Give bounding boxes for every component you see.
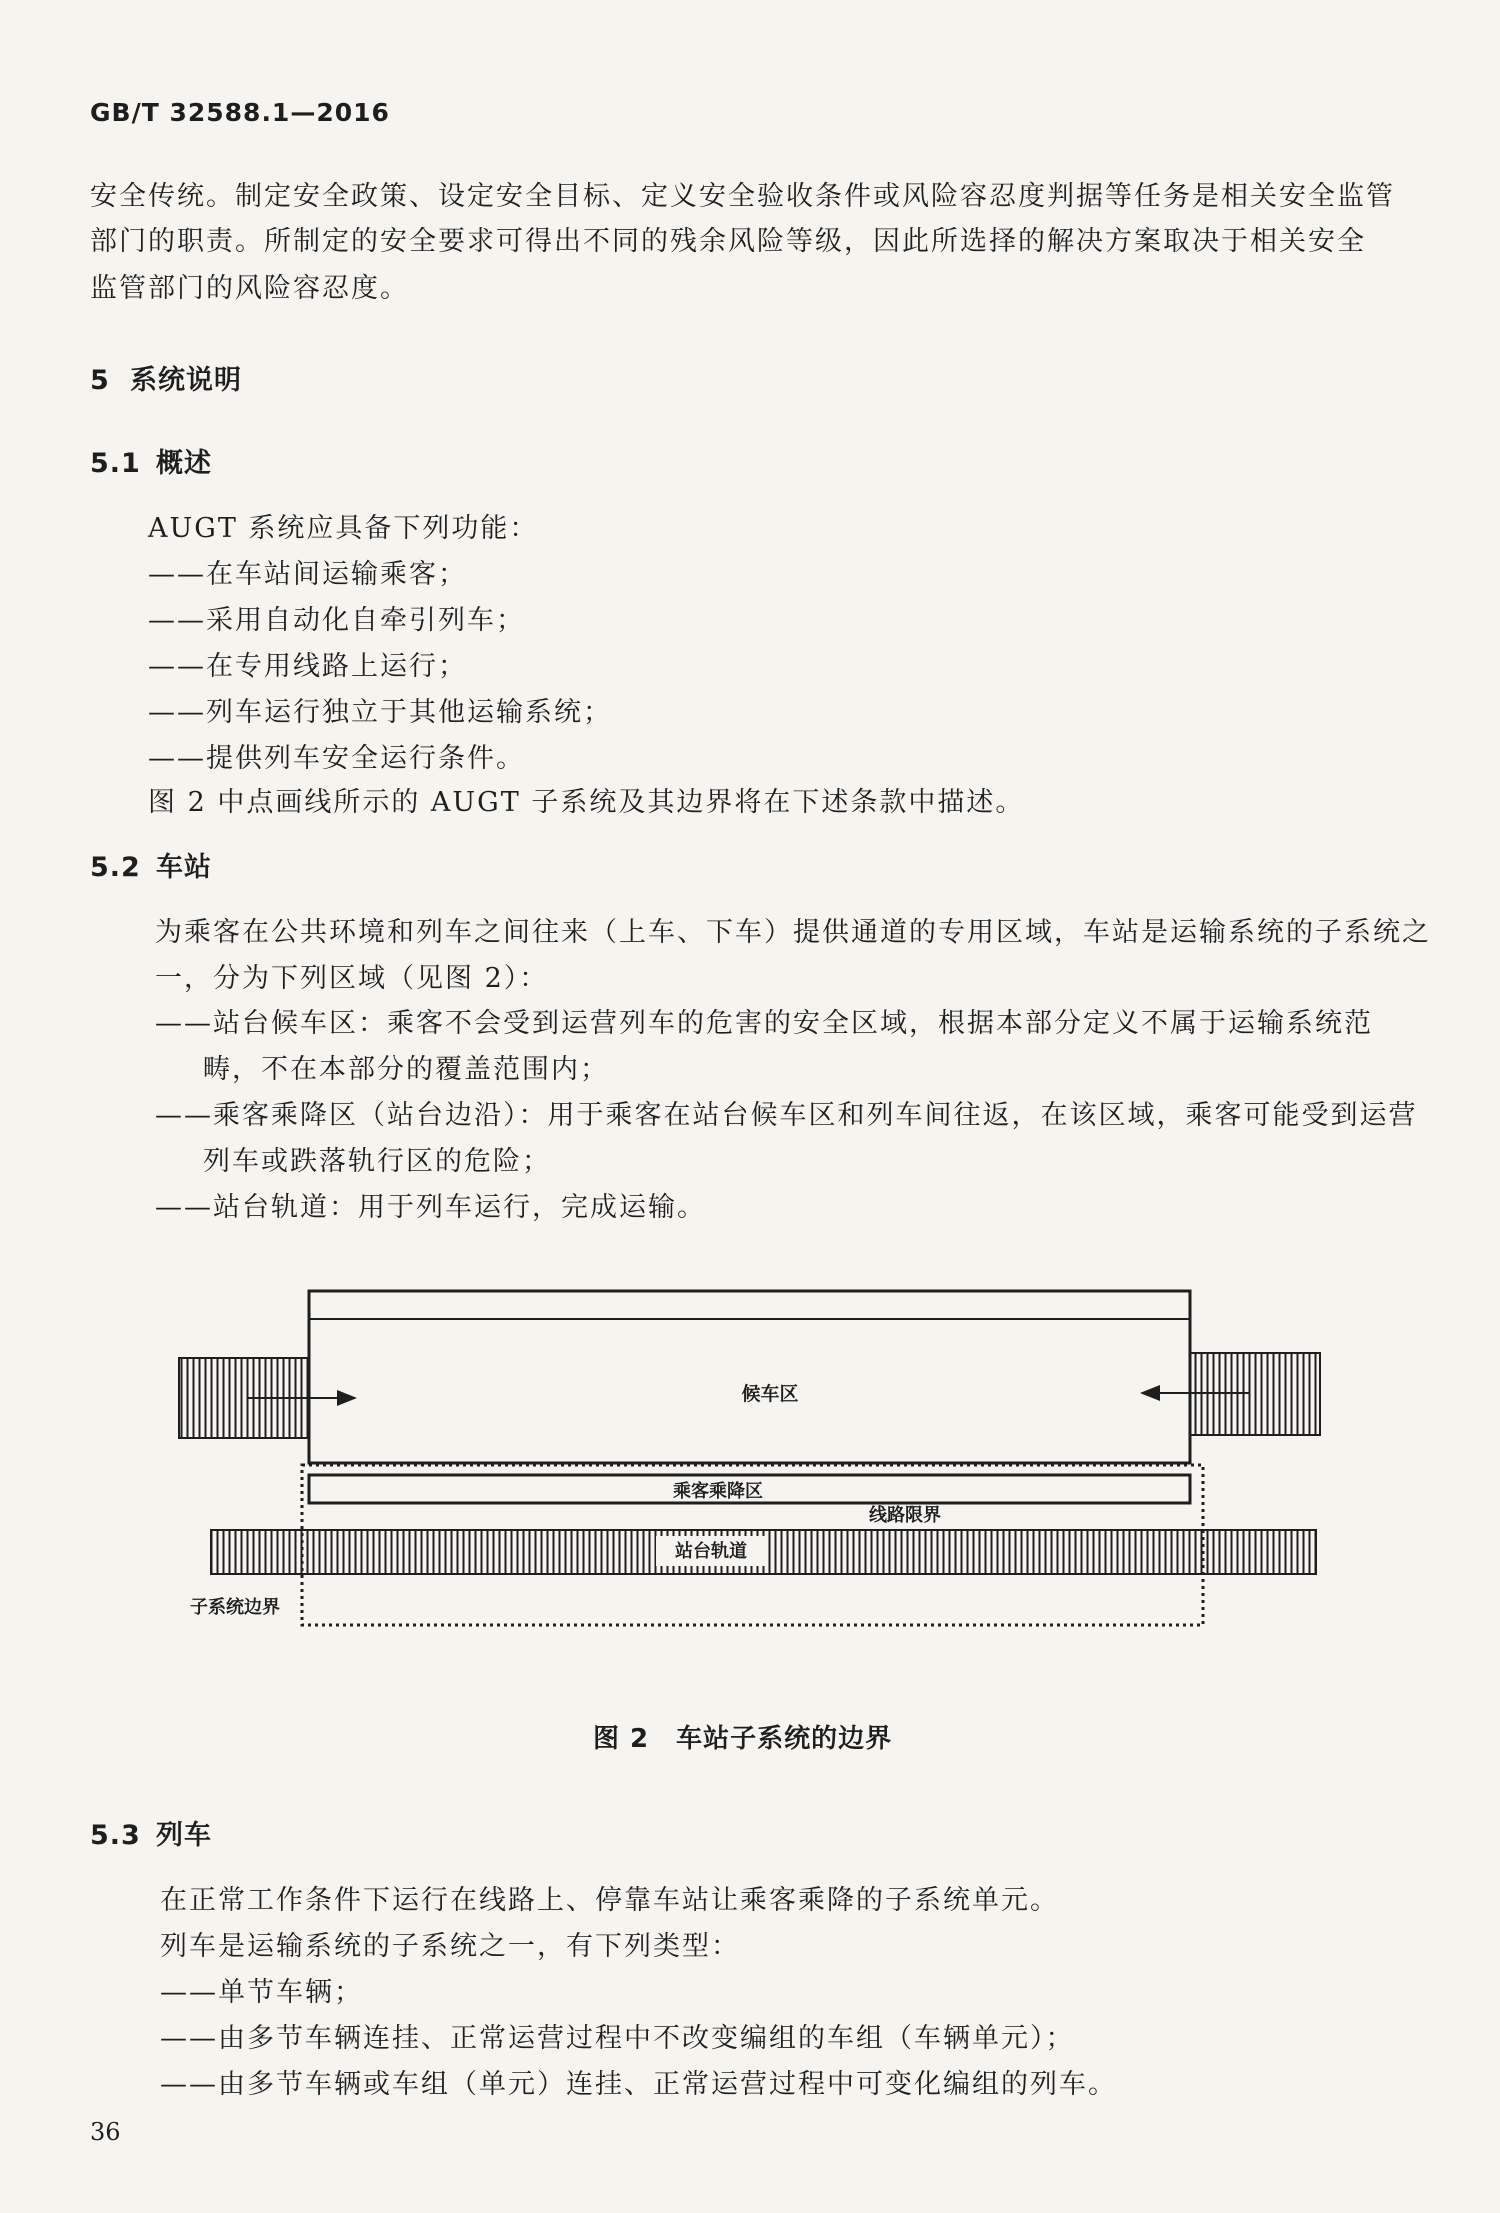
train-type-item: ——由多节车辆或车组（单元）连挂、正常运营过程中可变化编组的列车。 (160, 2069, 1117, 2100)
section-5-3-line-2: 列车是运输系统的子系统之一，有下列类型： (160, 1931, 740, 1962)
function-item: ——提供列车安全运行条件。 (148, 743, 525, 774)
section-title: 概述 (156, 448, 212, 479)
section-5-2-para-line-2: 一，分为下列区域（见图 2）： (155, 963, 549, 994)
figure-2-caption: 图 2 车站子系统的边界 (593, 1724, 893, 1754)
standard-code-header: GB/T 32588.1—2016 (90, 98, 390, 127)
section-number: 5 (90, 365, 110, 396)
boarding-area-label: 乘客乘降区 (673, 1481, 763, 1502)
section-number: 5.1 (90, 448, 141, 479)
section-5-2-para-line-1: 为乘客在公共环境和列车之间往来（上车、下车）提供通道的专用区域，车站是运输系统的子系统之 (155, 917, 1431, 948)
section-number: 5.3 (90, 1820, 141, 1851)
intro-line-2: 部门的职责。所制定的安全要求可得出不同的残余风险等级，因此所选择的解决方案取决于相关安全 (90, 226, 1366, 257)
area-item-continuation: 畴，不在本部分的覆盖范围内； (203, 1054, 609, 1085)
clearance-label: 线路限界 (869, 1505, 941, 1526)
platform-track-label: 站台轨道 (675, 1541, 747, 1562)
function-item: ——在专用线路上运行； (148, 651, 467, 682)
section-5-3-line-1: 在正常工作条件下运行在线路上、停靠车站让乘客乘降的子系统单元。 (160, 1885, 1059, 1916)
function-item: ——列车运行独立于其他运输系统； (148, 697, 612, 728)
waiting-area-label: 候车区 (741, 1383, 799, 1405)
page-number: 36 (90, 2118, 121, 2146)
train-type-item: ——单节车辆； (160, 1977, 363, 2008)
platform-waiting-area (309, 1291, 1190, 1463)
function-item: ——在车站间运输乘客； (148, 559, 467, 590)
area-item: ——站台候车区：乘客不会受到运营列车的危害的安全区域，根据本部分定义不属于运输系统范 (155, 1008, 1373, 1039)
intro-line-3: 监管部门的风险容忍度。 (90, 273, 409, 304)
subsystem-boundary-label: 子系统边界 (190, 1597, 280, 1618)
section-5-1-tail: 图 2 中点画线所示的 AUGT 子系统及其边界将在下述条款中描述。 (148, 787, 1025, 818)
section-title: 车站 (156, 852, 212, 883)
section-title: 列车 (156, 1820, 212, 1851)
area-item-continuation: 列车或跌落轨行区的危险； (203, 1146, 551, 1177)
section-5-3-heading (90, 1813, 212, 1852)
section-title: 系统说明 (130, 365, 242, 396)
area-item: ——站台轨道：用于列车运行，完成运输。 (155, 1192, 706, 1223)
section-5-1-lead: AUGT 系统应具备下列功能： (148, 513, 539, 544)
section-number: 5.2 (90, 852, 141, 883)
area-item: ——乘客乘降区（站台边沿）：用于乘客在站台候车区和列车间往返，在该区域，乘客可能受到运营 (155, 1100, 1418, 1131)
train-type-item: ——由多节车辆连挂、正常运营过程中不改变编组的车组（车辆单元）； (160, 2023, 1075, 2054)
function-item: ——采用自动化自牵引列车； (148, 605, 525, 636)
intro-line-1: 安全传统。制定安全政策、设定安全目标、定义安全验收条件或风险容忍度判据等任务是相关安全监管 (90, 181, 1395, 212)
